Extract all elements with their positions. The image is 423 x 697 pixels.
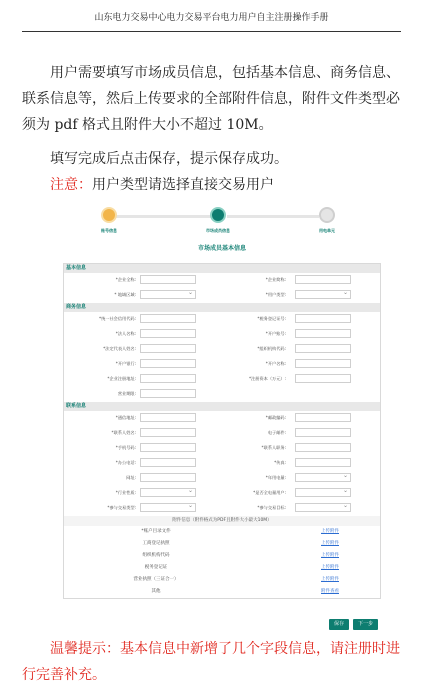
section-business: 商务信息 xyxy=(64,303,380,312)
attachment-name: 营业执照（三证合一） xyxy=(133,577,179,582)
tip-paragraph xyxy=(22,636,405,688)
field-label: *法人名称: xyxy=(115,331,136,336)
select-field[interactable] xyxy=(295,488,351,497)
field-label: *企业全称: xyxy=(115,277,136,282)
input-field[interactable] xyxy=(140,473,196,482)
field-label: * 地域区域: xyxy=(114,292,136,297)
save-instruction: 填写完成后点击保存，提示保存成功。 xyxy=(50,151,288,167)
note-text: 用户类型请选择直接交易用户 xyxy=(92,177,274,193)
form-row xyxy=(64,387,380,402)
field-label: *联系人姓名: xyxy=(111,430,136,435)
select-field[interactable] xyxy=(295,290,351,299)
upload-link[interactable]: 上传附件 xyxy=(321,565,339,570)
field-label: *是否全电量用户: xyxy=(253,490,286,495)
field-label: *企业注册地址: xyxy=(107,376,136,381)
attachments-title: 附件信息（附件格式为PDF且附件大小最大10M） xyxy=(64,516,380,526)
step-line-1 xyxy=(115,215,211,218)
input-field[interactable] xyxy=(295,413,351,422)
form-row xyxy=(64,471,380,486)
attachment-name: 税务登记证 xyxy=(144,565,168,570)
form-row xyxy=(64,441,380,456)
input-field[interactable] xyxy=(140,344,196,353)
form-title: 市场成员基本信息 xyxy=(197,245,246,252)
tip-label: 温馨提示： xyxy=(50,641,120,657)
attachment-name: 组织机构代码 xyxy=(142,553,170,558)
field-label: *邮政编码: xyxy=(265,415,286,420)
form-row xyxy=(64,273,380,288)
step-circle-1[interactable] xyxy=(101,207,117,223)
section-contact: 联系信息 xyxy=(64,402,380,411)
input-field[interactable] xyxy=(140,413,196,422)
form-row xyxy=(64,411,380,426)
note-label: 注意： xyxy=(50,177,92,193)
field-label: *法定代表人姓名: xyxy=(103,346,136,351)
field-label: *用户类型: xyxy=(265,292,286,297)
input-field[interactable] xyxy=(140,359,196,368)
field-label: *年用电量: xyxy=(265,475,286,480)
member-form xyxy=(63,263,381,599)
field-label: *统一社会信用代码: xyxy=(98,316,136,321)
upload-link[interactable]: 附件查看 xyxy=(321,589,339,594)
form-screenshot xyxy=(63,205,381,635)
upload-link[interactable]: 上传附件 xyxy=(321,577,339,582)
field-label: *开户名称: xyxy=(265,361,286,366)
step-label-3: 用电单元 xyxy=(319,228,335,233)
field-label: *办公电话: xyxy=(115,460,136,465)
tip-text: 基本信息中新增了几个字段信息，请注册时进行完善补充。 xyxy=(22,641,400,683)
select-field[interactable] xyxy=(295,473,351,482)
field-label: *注册资本（万元）: xyxy=(248,376,286,381)
input-field[interactable] xyxy=(295,428,351,437)
attachment-row xyxy=(64,562,380,574)
form-row xyxy=(64,372,380,387)
upload-link[interactable]: 上传附件 xyxy=(321,529,339,534)
attachment-name: 其他 xyxy=(151,589,161,594)
field-label: *行业性质: xyxy=(115,490,136,495)
field-label: *联系人职务: xyxy=(261,445,286,450)
form-row xyxy=(64,357,380,372)
save-button[interactable]: 保存 xyxy=(329,619,349,630)
select-field[interactable] xyxy=(140,488,196,497)
field-label: *开户账号: xyxy=(265,331,286,336)
input-field[interactable] xyxy=(140,329,196,338)
form-row xyxy=(64,501,380,516)
next-button[interactable]: 下一步 xyxy=(353,619,378,630)
step-label-2: 市场成员信息 xyxy=(206,228,230,233)
attachment-row xyxy=(64,538,380,550)
form-row xyxy=(64,426,380,441)
attachment-name: 工商登记执照 xyxy=(142,541,170,546)
field-label: 网址: xyxy=(126,475,136,480)
field-label: *通信地址: xyxy=(115,415,136,420)
input-field[interactable] xyxy=(140,275,196,284)
input-field[interactable] xyxy=(140,428,196,437)
field-label: *手机号码: xyxy=(115,445,136,450)
field-label: *参与交易类型: xyxy=(107,505,136,510)
form-row xyxy=(64,327,380,342)
attachment-row xyxy=(64,574,380,586)
step-circle-3[interactable] xyxy=(319,207,335,223)
attachment-row xyxy=(64,586,380,598)
attachment-name: *账户目录文件 xyxy=(141,529,171,534)
input-field[interactable] xyxy=(295,275,351,284)
input-field[interactable] xyxy=(295,329,351,338)
input-field[interactable] xyxy=(140,389,196,398)
field-label: *税务登记证号: xyxy=(257,316,286,321)
field-label: *参与交易目标: xyxy=(257,505,286,510)
note-line xyxy=(22,172,405,198)
upload-link[interactable]: 上传附件 xyxy=(321,541,339,546)
input-field[interactable] xyxy=(140,374,196,383)
input-field[interactable] xyxy=(140,458,196,467)
input-field[interactable] xyxy=(295,458,351,467)
input-field[interactable] xyxy=(295,314,351,323)
attachment-row xyxy=(64,550,380,562)
form-row xyxy=(64,486,380,501)
step-circle-2[interactable] xyxy=(210,207,226,223)
form-row xyxy=(64,342,380,357)
select-field[interactable] xyxy=(140,503,196,512)
page-header: 山东电力交易中心电力交易平台电力用户自主注册操作手册 xyxy=(22,5,401,32)
attachment-row xyxy=(64,526,380,538)
field-label: *开户银行: xyxy=(115,361,136,366)
form-row xyxy=(64,456,380,471)
input-field[interactable] xyxy=(140,443,196,452)
form-row xyxy=(64,312,380,327)
step-line-2 xyxy=(227,215,319,218)
input-field[interactable] xyxy=(295,344,351,353)
form-row xyxy=(64,288,380,303)
field-label: 电子邮件: xyxy=(267,430,286,435)
section-basic: 基本信息 xyxy=(64,264,380,273)
input-field[interactable] xyxy=(295,443,351,452)
upload-link[interactable]: 上传附件 xyxy=(321,553,339,558)
input-field[interactable] xyxy=(295,374,351,383)
field-label: *企业简称: xyxy=(265,277,286,282)
field-label: *组织机构代码: xyxy=(257,346,286,351)
field-label: 营业期限: xyxy=(117,391,136,396)
progress-steps xyxy=(91,205,353,245)
step-label-1: 账号信息 xyxy=(101,228,117,233)
select-field[interactable] xyxy=(140,290,196,299)
input-field[interactable] xyxy=(140,314,196,323)
select-field[interactable] xyxy=(295,503,351,512)
intro-paragraph: 用户需要填写市场成员信息，包括基本信息、商务信息、联系信息等，然后上传要求的全部附件信息，附件文件类型必须为 pdf 格式且附件大小不超过 10M。 xyxy=(22,65,400,133)
input-field[interactable] xyxy=(295,359,351,368)
field-label: *传真: xyxy=(274,460,286,465)
